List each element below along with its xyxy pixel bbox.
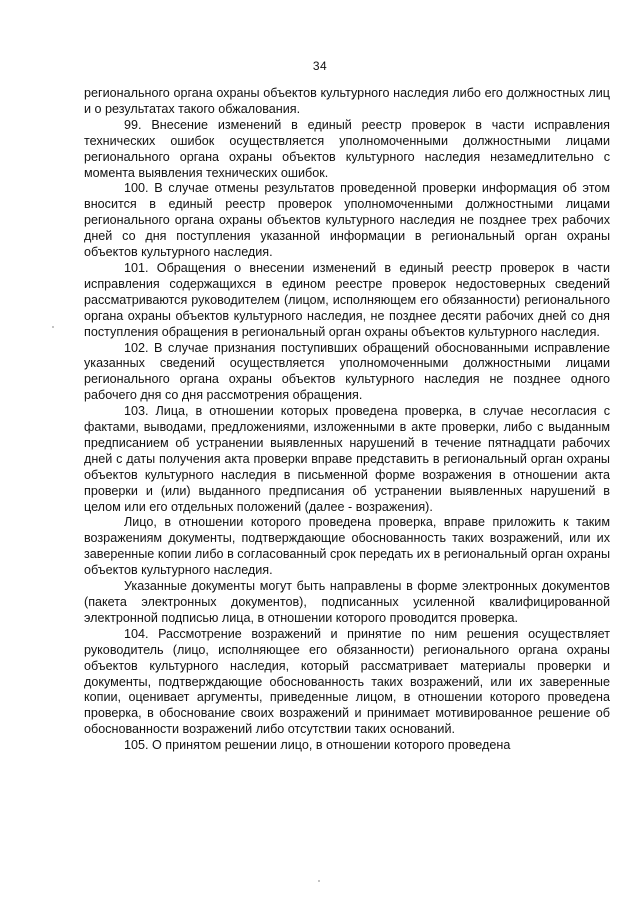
paragraph-104: 104. Рассмотрение возражений и принятие по ним решения осуществляет руководитель (лицо, исполняющее его обязанности) регионального органа охраны объектов культурного наследия, который рассматривает материалы проверки и документы, подтверждающие обоснованность таких возражений, или их заверенные копии, оценивает аргументы, приведенные лицом, в отношении которого проведена проверка, в обоснование своих возражений и принимает мотивированное решение об обоснованности возражений либо отсутствии таких оснований.: [84, 626, 610, 737]
document-body: [84, 86, 610, 754]
page-number: 34: [312, 59, 328, 73]
scan-speck: [318, 880, 320, 882]
scan-speck: [52, 326, 54, 328]
paragraph-102: 102. В случае признания поступивших обращений обоснованными исправление указанных сведений осуществляется уполномоченными должностными лицами регионального органа охраны объектов культурного наследия не позднее одного рабочего дня со дня рассмотрения обращения.: [84, 340, 610, 403]
paragraph-99: 99. Внесение изменений в единый реестр проверок в части исправления технических ошибок осуществляется уполномоченными должностными лицами регионального органа охраны объектов культурного наследия незамедлительно с момента выявления технических ошибок.: [84, 117, 610, 180]
paragraph-103-objections-docs: Лицо, в отношении которого проведена проверка, вправе приложить к таким возражениям документы, подтверждающие обоснованность таких возражений, или их заверенные копии либо в согласованный срок передать их в региональный орган охраны объектов культурного наследия.: [84, 515, 610, 578]
paragraph-continuation: регионального органа охраны объектов культурного наследия либо его должностных лиц и о результатах такого обжалования.: [84, 86, 610, 116]
paragraph-103: 103. Лица, в отношении которых проведена проверка, в случае несогласия с фактами, выводами, предложениями, изложенными в акте проверки, либо с выданным предписанием об устранении выявленных нарушений в течение пятнадцати рабочих дней с даты получения акта проверки вправе представить в региональный орган охраны объектов культурного наследия в письменной форме возражения в отношении акта проверки и (или) выданного предписания об устранении выявленных нарушений в целом или его отдельных положений (далее - возражения).: [84, 404, 610, 514]
paragraph-101: 101. Обращения о внесении изменений в единый реестр проверок в части исправления содержащихся в едином реестре проверок недостоверных сведений рассматриваются руководителем (лицом, исполняющем его обязанности) регионального органа охраны объектов культурного наследия, не позднее десяти рабочих дней со дня поступления обращения в региональный орган охраны объектов культурного наследия.: [84, 260, 610, 339]
paragraph-100: 100. В случае отмены результатов проведенной проверки информация об этом вносится в единый реестр проверок уполномоченными должностными лицами регионального органа охраны объектов культурного наследия не позднее трех рабочих дней со дня поступления указанной информации в региональный орган охраны объектов культурного наследия.: [84, 181, 610, 260]
paragraph-105: 105. О принятом решении лицо, в отношении которого проведена: [124, 738, 511, 753]
paragraph-103-electronic-docs: Указанные документы могут быть направлены в форме электронных документов (пакета электронных документов), подписанных усиленной квалифицированной электронной подписью лица, в отношении которого проводится проверка.: [84, 579, 610, 625]
